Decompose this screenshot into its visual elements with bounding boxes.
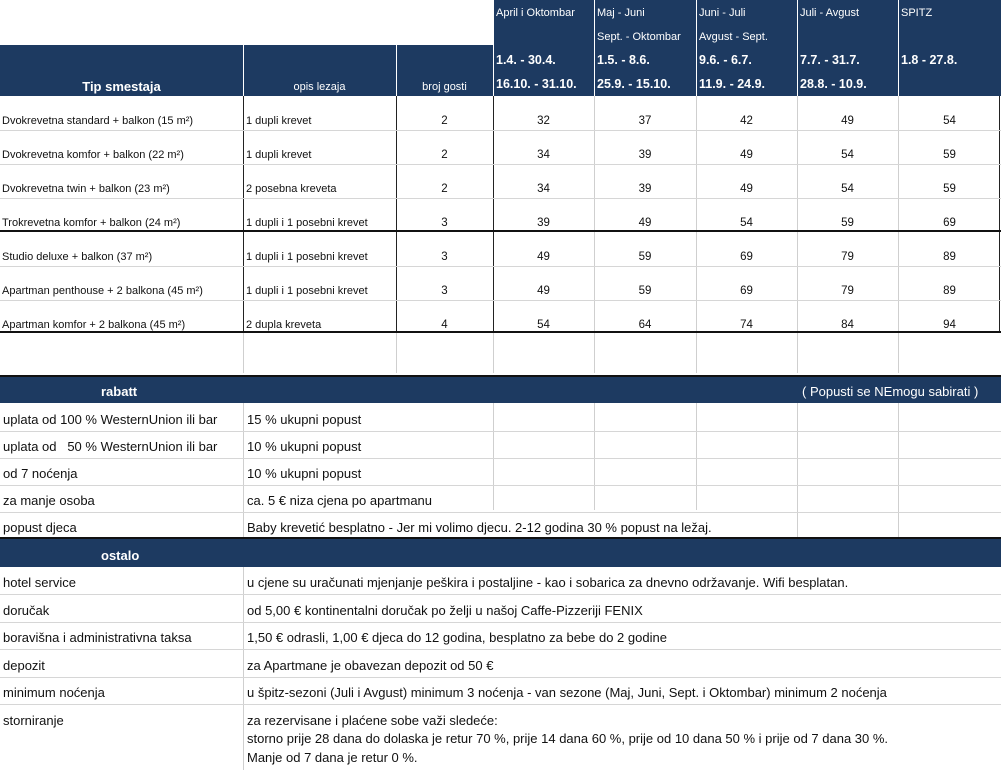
grid-line — [243, 567, 244, 770]
price-cell: 42 — [740, 115, 753, 127]
room-guests: 3 — [441, 217, 448, 229]
price-cell: 79 — [841, 251, 854, 263]
season-range-1: 9.6. - 6.7. — [699, 53, 752, 67]
price-cell: 54 — [740, 217, 753, 229]
ostalo-header-bar — [0, 537, 1001, 567]
ostalo-label: hotel service — [3, 575, 76, 590]
ostalo-value: od 5,00 € kontinentalni doručak po želji u našoj Caffe-Pizzeriji FENIX — [247, 603, 643, 618]
price-cell: 54 — [537, 319, 550, 331]
price-cell: 79 — [841, 285, 854, 297]
room-guests: 3 — [441, 285, 448, 297]
season-range-1: 7.7. - 31.7. — [800, 53, 860, 67]
ostalo-label: depozit — [3, 658, 45, 673]
season-range-1: 1.5. - 8.6. — [597, 53, 650, 67]
rabatt-label: za manje osoba — [3, 493, 95, 508]
price-cell: 49 — [740, 149, 753, 161]
row-line — [0, 622, 1001, 623]
price-cell: 32 — [537, 115, 550, 127]
ostalo-value: za Apartmane je obavezan depozit od 50 € — [247, 658, 494, 673]
price-cell: 34 — [537, 149, 550, 161]
price-cell: 89 — [943, 251, 956, 263]
room-type: Dvokrevetna standard + balkon (15 m²) — [2, 115, 194, 127]
price-cell: 39 — [638, 149, 652, 161]
ostalo-value: u špitz-sezoni (Juli i Avgust) minimum 3 noćenja - van sezone (Maj, Juni, Sept. i Oktombar) minimum 2 noćenja — [247, 685, 887, 700]
season-sub: Avgust - Sept. — [699, 31, 768, 43]
price-cell: 89 — [943, 285, 956, 297]
row-line — [0, 130, 1001, 131]
row-group-line — [0, 230, 1001, 232]
ostalo-title: ostalo — [101, 548, 140, 563]
season-name: Juni - Juli — [699, 7, 746, 19]
price-cell: 59 — [841, 217, 854, 229]
grid-line — [493, 333, 494, 373]
col-header-guests: broj gosti — [422, 81, 467, 93]
row-line — [0, 300, 1001, 301]
grid-line — [594, 333, 595, 373]
row-line — [0, 594, 1001, 595]
price-cell: 64 — [638, 319, 652, 331]
row-line — [0, 431, 1001, 432]
row-line — [0, 485, 1001, 486]
storno-detail: storno prije 28 dana do dolaska je retur 70 %, prije 14 dana 60 %, prije od 10 dana 50 % i prije od 7 dana 30 %. — [247, 731, 889, 746]
row-line — [0, 704, 1001, 705]
price-cell: 37 — [638, 115, 652, 127]
grid-line — [696, 403, 697, 510]
rabatt-note: ( Popusti se NEmogu sabirati ) — [802, 384, 979, 399]
rabatt-value: ca. 5 € niza cjena po apartmanu — [247, 493, 433, 508]
table-bottom-line — [0, 331, 1001, 333]
rabatt-label: od 7 noćenja — [3, 466, 78, 481]
room-desc: 1 dupli krevet — [246, 149, 312, 161]
season-name: April i Oktombar — [496, 7, 575, 19]
price-cell: 69 — [740, 285, 753, 297]
grid-line — [594, 403, 595, 510]
ostalo-label: boravišna i administrativna taksa — [3, 630, 192, 645]
room-type: Trokrevetna komfor + balkon (24 m²) — [2, 217, 181, 229]
row-line — [0, 164, 1001, 165]
ostalo-label: doručak — [3, 603, 50, 618]
price-cell: 54 — [943, 115, 956, 127]
ostalo-value: 1,50 € odrasli, 1,00 € djeca do 12 godina, besplatno za bebe do 2 godine — [247, 630, 667, 645]
grid-line — [243, 403, 244, 537]
season-name: SPITZ — [901, 7, 933, 19]
rabatt-value: Baby krevetić besplatno - Jer mi volimo djecu. 2-12 godina 30 % popust na ležaj. — [247, 520, 712, 535]
room-guests: 3 — [441, 251, 448, 263]
rabatt-label: uplata od 50 % WesternUnion ili bar — [3, 439, 218, 454]
price-cell: 59 — [943, 149, 956, 161]
season-range-2: 16.10. - 31.10. — [496, 77, 577, 91]
col-header-type: Tip smestaja — [82, 79, 161, 94]
price-cell: 49 — [537, 285, 550, 297]
season-sub: Sept. - Oktombar — [597, 31, 681, 43]
room-desc: 1 dupli krevet — [246, 115, 312, 127]
season-range-1: 1.4. - 30.4. — [496, 53, 556, 67]
price-cell: 39 — [537, 217, 550, 229]
grid-line — [696, 333, 697, 373]
price-cell: 49 — [537, 251, 550, 263]
grid-line — [797, 333, 798, 373]
rabatt-label: popust djeca — [3, 520, 77, 535]
price-cell: 69 — [740, 251, 753, 263]
room-desc: 1 dupli i 1 posebni krevet — [246, 285, 368, 297]
grid-line — [797, 403, 798, 537]
season-range-2: 28.8. - 10.9. — [800, 77, 867, 91]
price-cell: 59 — [943, 183, 956, 195]
grid-line — [493, 403, 494, 510]
room-type: Studio deluxe + balkon (37 m²) — [2, 251, 153, 263]
room-desc: 1 dupli i 1 posebni krevet — [246, 217, 368, 229]
season-name: Maj - Juni — [597, 7, 645, 19]
row-line — [0, 458, 1001, 459]
room-guests: 4 — [441, 319, 448, 331]
price-cell: 34 — [537, 183, 550, 195]
grid-line — [898, 333, 899, 373]
room-type: Dvokrevetna twin + balkon (23 m²) — [2, 183, 170, 195]
rabatt-value: 15 % ukupni popust — [247, 412, 362, 427]
price-cell: 74 — [740, 319, 753, 331]
room-type: Apartman penthouse + 2 balkona (45 m²) — [2, 285, 203, 297]
grid-line — [243, 96, 244, 332]
grid-line — [396, 333, 397, 373]
row-line — [0, 266, 1001, 267]
room-type: Dvokrevetna komfor + balkon (22 m²) — [2, 149, 184, 161]
season-range-1: 1.8 - 27.8. — [901, 53, 958, 67]
grid-line — [243, 333, 244, 373]
row-line — [0, 512, 1001, 513]
season-range-2: 11.9. - 24.9. — [699, 77, 766, 91]
grid-line — [898, 403, 899, 537]
ostalo-label: minimum noćenja — [3, 685, 105, 700]
rabatt-value: 10 % ukupni popust — [247, 439, 362, 454]
rabatt-value: 10 % ukupni popust — [247, 466, 362, 481]
price-cell: 59 — [638, 285, 652, 297]
price-cell: 59 — [638, 251, 652, 263]
season-name: Juli - Avgust — [800, 7, 860, 19]
price-cell: 69 — [943, 217, 956, 229]
ostalo-value: u cjene su uračunati mjenjanje peškira i postaljine - kao i sobarica za dnevno održavanje. Wifi besplatan. — [247, 575, 849, 590]
price-cell: 39 — [638, 183, 652, 195]
price-cell: 94 — [943, 319, 956, 331]
rabatt-title: rabatt — [101, 384, 138, 399]
price-cell: 54 — [841, 183, 854, 195]
room-guests: 2 — [441, 149, 448, 161]
row-line — [0, 677, 1001, 678]
room-desc: 2 dupla kreveta — [246, 319, 322, 331]
price-cell: 84 — [841, 319, 854, 331]
price-cell: 49 — [740, 183, 753, 195]
price-cell: 49 — [841, 115, 854, 127]
rabatt-label: uplata od 100 % WesternUnion ili bar — [3, 412, 218, 427]
ostalo-label: storniranje — [3, 713, 64, 728]
price-cell: 54 — [841, 149, 854, 161]
row-line — [0, 198, 1001, 199]
season-range-2: 25.9. - 15.10. — [597, 77, 671, 91]
price-cell: 49 — [638, 217, 652, 229]
ostalo-value: za rezervisane i plaćene sobe važi sledeće: — [247, 713, 498, 728]
col-header-desc: opis lezaja — [293, 81, 346, 93]
room-desc: 1 dupli i 1 posebni krevet — [246, 251, 368, 263]
room-guests: 2 — [441, 115, 448, 127]
room-guests: 2 — [441, 183, 448, 195]
room-type: Apartman komfor + 2 balkona (45 m²) — [2, 319, 186, 331]
storno-detail: Manje od 7 dana je retur 0 %. — [247, 750, 418, 765]
row-line — [0, 649, 1001, 650]
room-desc: 2 posebna kreveta — [246, 183, 337, 195]
